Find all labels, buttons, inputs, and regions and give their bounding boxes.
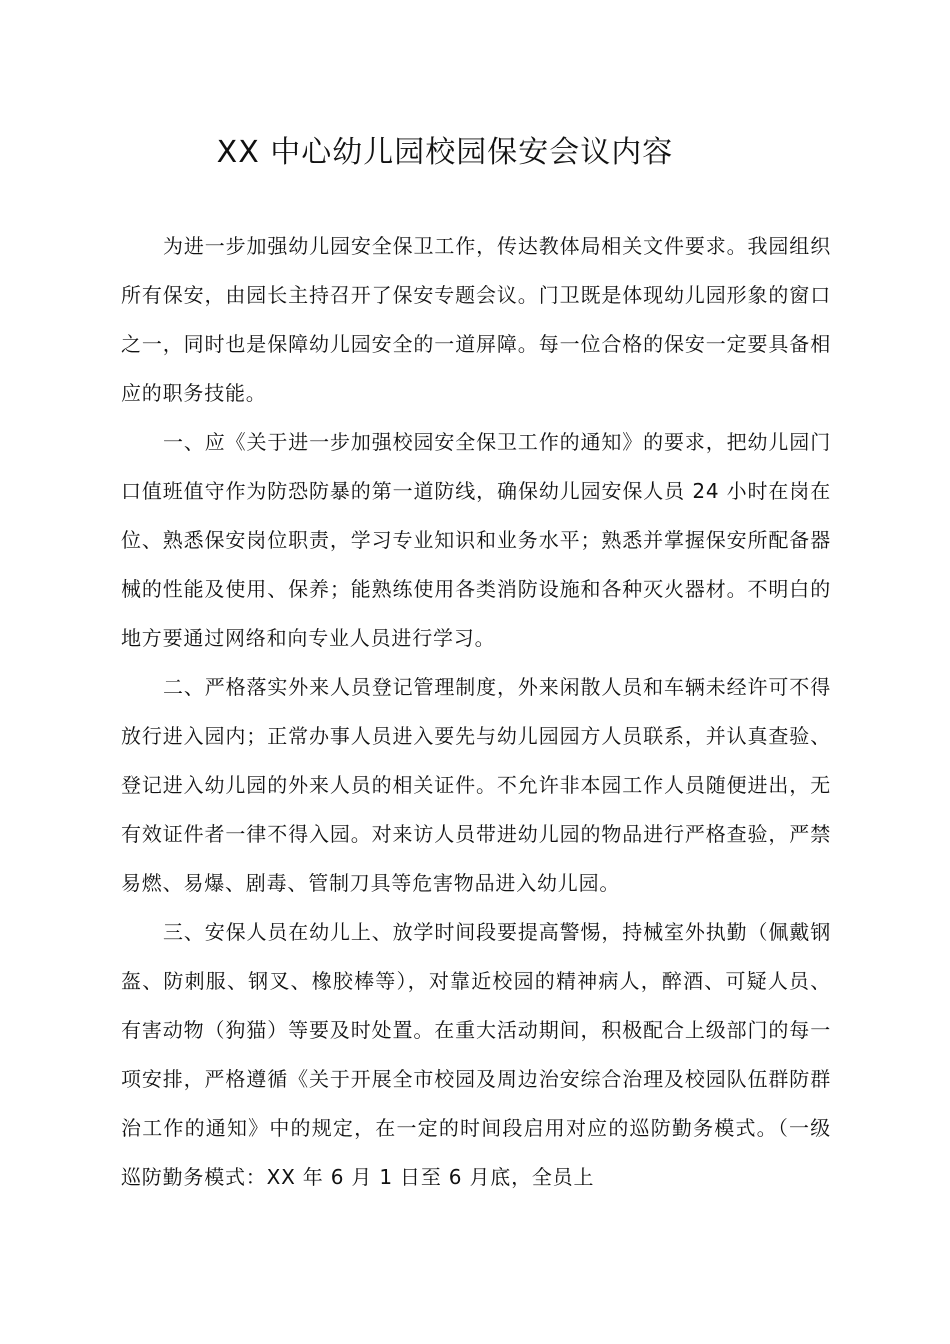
document-body	[121, 222, 831, 1202]
paragraph-item-3: 三、安保人员在幼儿上、放学时间段要提高警惕，持械室外执勤（佩戴钢盔、防刺服、钢叉、橡胶棒等），对靠近校园的精神病人，醉酒、可疑人员、有害动物（狗猫）等要及时处置。在重大活动期间，积极配合上级部门的每一项安排，严格遵循《关于开展全市校园及周边治安综合治理及校园队伍群防群治工作的通知》中的规定，在一定的时间段启用对应的巡防勤务模式。（一级巡防勤务模式：XX 年 6 月 1 日至 6 月底，全员上	[121, 920, 831, 1189]
paragraph-item-1: 一、应《关于进一步加强校园安全保卫工作的通知》的要求，把幼儿园门口值班值守作为防恐防暴的第一道防线，确保幼儿园安保人员 24 小时在岗在位、熟悉保安岗位职责，学习专业知识和业务水平；熟悉并掌握保安所配备器械的性能及使用、保养；能熟练使用各类消防设施和各种灭火器材。不明白的地方要通过网络和向专业人员进行学习。	[121, 430, 831, 650]
document-title: XX 中心幼儿园校园保安会议内容	[216, 135, 674, 170]
paragraph-item-2: 二、严格落实外来人员登记管理制度，外来闲散人员和车辆未经许可不得放行进入园内；正常办事人员进入要先与幼儿园园方人员联系，并认真查验、登记进入幼儿园的外来人员的相关证件。不允许非本园工作人员随便进出，无有效证件者一律不得入园。对来访人员带进幼儿园的物品进行严格查验，严禁易燃、易爆、剧毒、管制刀具等危害物品进入幼儿园。	[121, 675, 831, 895]
paragraph-intro: 为进一步加强幼儿园安全保卫工作，传达教体局相关文件要求。我园组织所有保安，由园长主持召开了保安专题会议。门卫既是体现幼儿园形象的窗口之一，同时也是保障幼儿园安全的一道屏障。每一位合格的保安一定要具备相应的职务技能。	[121, 234, 831, 405]
